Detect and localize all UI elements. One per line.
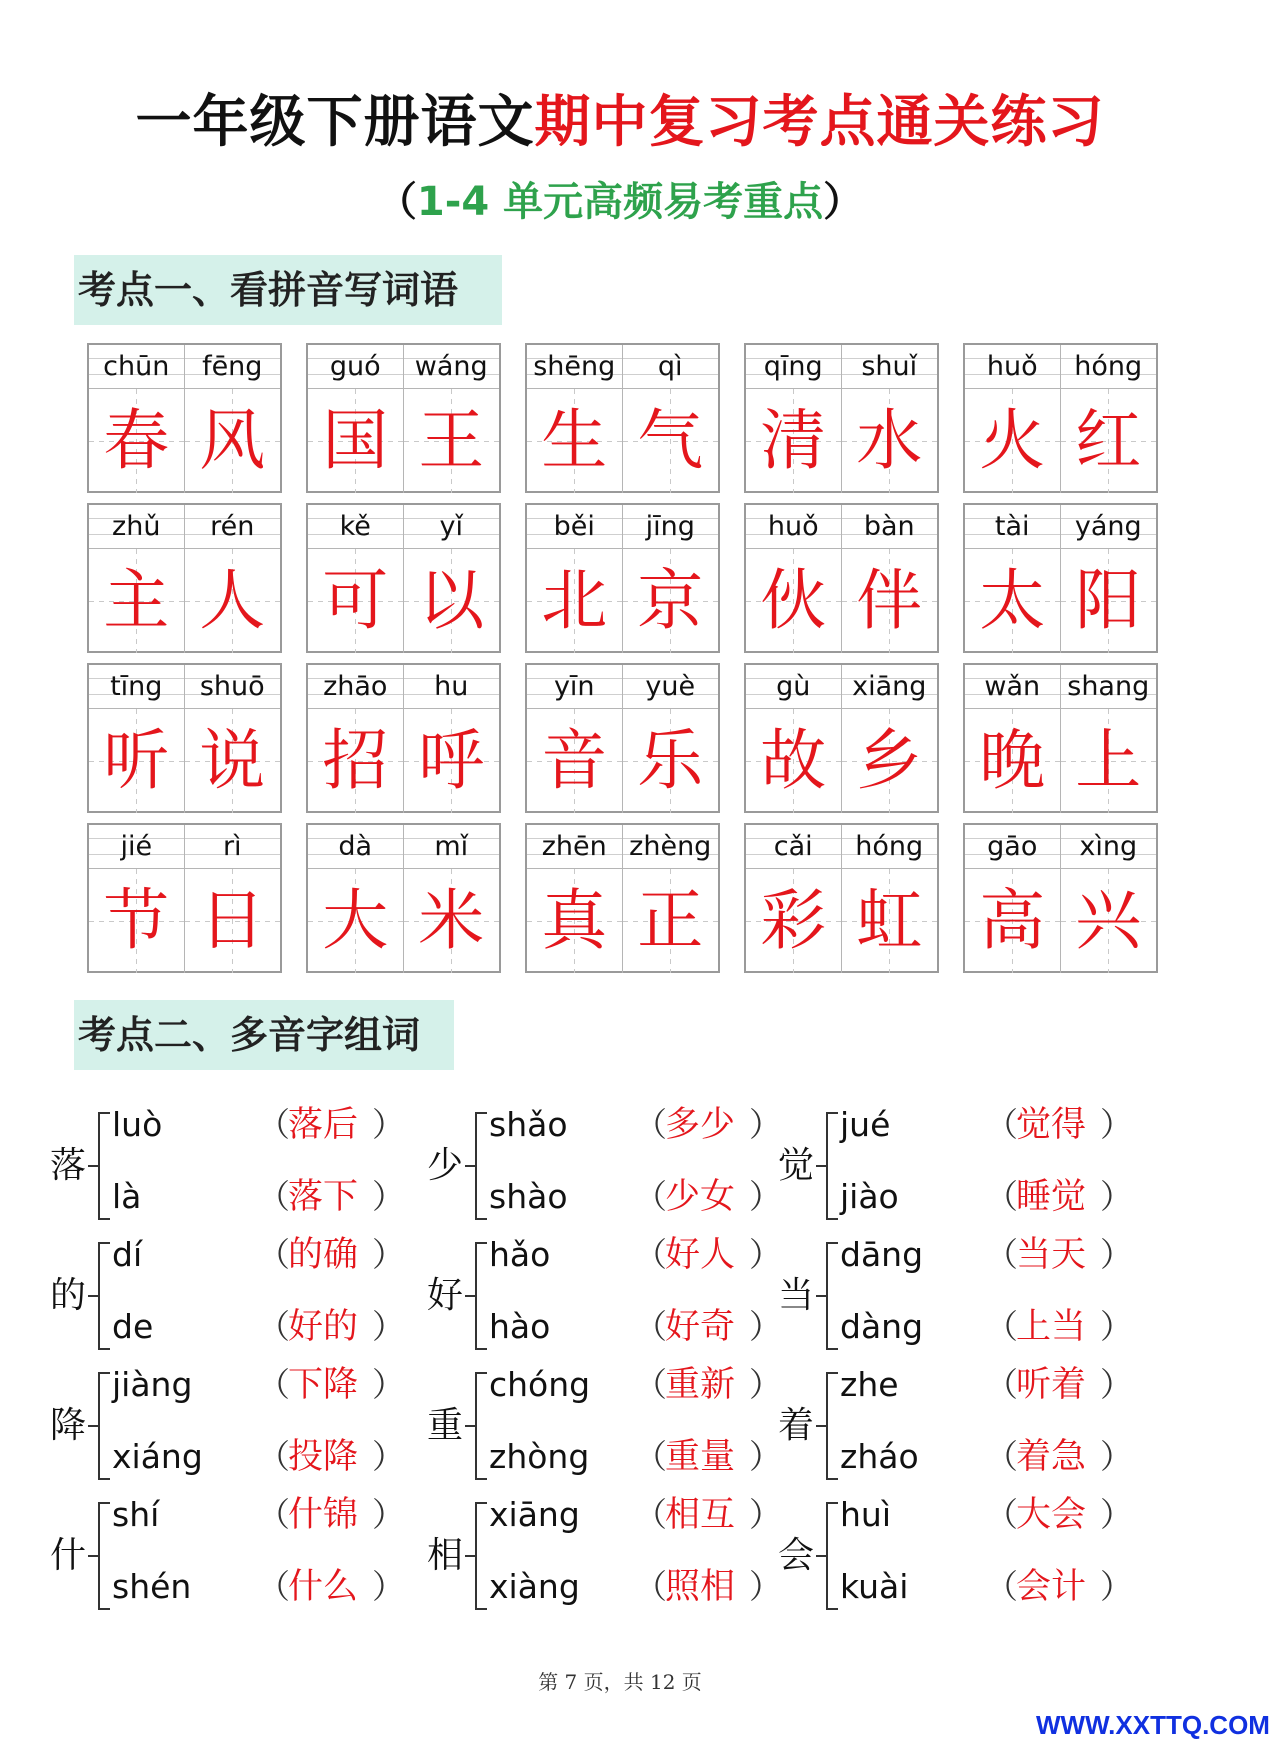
reading-pinyin: shén [112, 1567, 192, 1606]
reading-word: 投降 [288, 1437, 359, 1477]
reading-pinyin: jiào [840, 1177, 899, 1216]
hanzi-cell: 虹 [842, 869, 938, 973]
paren-close: ） [372, 1365, 405, 1404]
reading-pinyin: xiāng [489, 1495, 580, 1534]
pinyin-cell: wǎn [965, 665, 1061, 709]
title-part2: 期中复习考点通关练习 [534, 90, 1105, 155]
paren-open: （ [985, 1365, 1018, 1404]
word-box [306, 503, 501, 653]
reading-word: 落下 [288, 1177, 359, 1217]
reading-pinyin: jué [840, 1105, 891, 1144]
hanzi-cell: 水 [842, 389, 938, 493]
paren-close: ） [1100, 1567, 1133, 1606]
hanzi-cell: 音 [527, 709, 623, 813]
reading-pinyin: xiàng [489, 1567, 580, 1606]
reading-pinyin: hǎo [489, 1235, 551, 1274]
paren-open: （ [985, 1567, 1018, 1606]
reading-line [489, 1360, 789, 1410]
reading-word: 着急 [1016, 1437, 1087, 1477]
paren-close: ） [1100, 1235, 1133, 1274]
word-box [87, 663, 282, 813]
word-box [963, 663, 1158, 813]
reading-word: 好人 [665, 1235, 736, 1275]
polyphone-char: 着 [778, 1405, 815, 1446]
polyphone-group [778, 1360, 1138, 1505]
subtitle-close: ） [823, 179, 864, 225]
paren-open: （ [985, 1307, 1018, 1346]
reading-line [489, 1490, 789, 1540]
brace [98, 1372, 110, 1480]
paren-close: ） [372, 1105, 405, 1144]
hanzi-cell: 伴 [842, 549, 938, 653]
title-part1: 一年级下册语文 [135, 90, 535, 155]
word-box [306, 343, 501, 493]
subtitle-range: 1-4 单元高频易考重点 [416, 179, 824, 225]
polyphone-list [50, 1100, 1200, 1660]
pinyin-cell: xìng [1061, 825, 1157, 869]
pinyin-cell: shuǐ [842, 345, 938, 389]
hanzi-cell: 高 [965, 869, 1061, 973]
word-box [744, 503, 939, 653]
polyphone-char: 相 [427, 1535, 464, 1576]
paren-open: （ [257, 1105, 290, 1144]
brace-tick [88, 1555, 98, 1557]
paren-open: （ [257, 1437, 290, 1476]
brace [475, 1242, 487, 1350]
reading-line [840, 1302, 1140, 1352]
brace-tick [816, 1295, 826, 1297]
polyphone-group [778, 1230, 1138, 1375]
word-box [525, 663, 720, 813]
pinyin-cell: rì [185, 825, 281, 869]
pinyin-cell: cǎi [746, 825, 842, 869]
subtitle-open: （ [376, 179, 417, 225]
reading-word: 大会 [1016, 1495, 1087, 1535]
hanzi-cell: 日 [185, 869, 281, 973]
paren-close: ） [749, 1437, 782, 1476]
pinyin-cell: hóng [842, 825, 938, 869]
reading-pinyin: zhe [840, 1365, 899, 1404]
pinyin-cell: shēng [527, 345, 623, 389]
reading-line [112, 1432, 412, 1482]
paren-close: ） [372, 1567, 405, 1606]
reading-word: 照相 [665, 1567, 736, 1607]
reading-word: 好的 [288, 1307, 359, 1347]
hanzi-cell: 气 [623, 389, 719, 493]
pinyin-cell: shang [1061, 665, 1157, 709]
reading-line [112, 1562, 412, 1612]
polyphone-group [50, 1100, 410, 1245]
pinyin-cell: fēng [185, 345, 281, 389]
reading-word: 下降 [288, 1365, 359, 1405]
paren-open: （ [985, 1105, 1018, 1144]
pinyin-cell: jīng [623, 505, 719, 549]
paren-close: ） [372, 1307, 405, 1346]
hanzi-cell: 节 [89, 869, 185, 973]
brace-tick [88, 1165, 98, 1167]
pinyin-cell: zhèng [623, 825, 719, 869]
pinyin-cell: hu [404, 665, 500, 709]
reading-pinyin: là [112, 1177, 142, 1216]
reading-word: 多少 [665, 1105, 736, 1145]
word-box [963, 503, 1158, 653]
paren-close: ） [372, 1495, 405, 1534]
reading-word: 相互 [665, 1495, 736, 1535]
reading-line [489, 1432, 789, 1482]
pinyin-cell: zhēn [527, 825, 623, 869]
polyphone-group [50, 1230, 410, 1375]
reading-word: 睡觉 [1016, 1177, 1087, 1217]
pinyin-cell: yǐ [404, 505, 500, 549]
hanzi-cell: 清 [746, 389, 842, 493]
reading-line [489, 1100, 789, 1150]
reading-pinyin: zhòng [489, 1437, 590, 1476]
hanzi-cell: 乐 [623, 709, 719, 813]
paren-close: ） [749, 1105, 782, 1144]
paren-open: （ [634, 1437, 667, 1476]
hanzi-cell: 米 [404, 869, 500, 973]
brace [98, 1112, 110, 1220]
paren-close: ） [1100, 1365, 1133, 1404]
pinyin-cell: jié [89, 825, 185, 869]
hanzi-cell: 呼 [404, 709, 500, 813]
paren-open: （ [985, 1495, 1018, 1534]
paren-close: ） [372, 1177, 405, 1216]
paren-close: ） [1100, 1105, 1133, 1144]
word-box [744, 663, 939, 813]
hanzi-cell: 风 [185, 389, 281, 493]
reading-pinyin: de [112, 1307, 154, 1346]
pinyin-cell: qì [623, 345, 719, 389]
reading-word: 什么 [288, 1567, 359, 1607]
brace-tick [88, 1425, 98, 1427]
paren-open: （ [257, 1495, 290, 1534]
paren-open: （ [634, 1307, 667, 1346]
polyphone-char: 会 [778, 1535, 815, 1576]
brace [826, 1242, 838, 1350]
paren-close: ） [1100, 1495, 1133, 1534]
polyphone-char: 觉 [778, 1145, 815, 1186]
reading-line [112, 1172, 412, 1222]
hanzi-cell: 红 [1061, 389, 1157, 493]
reading-word: 什锦 [288, 1495, 359, 1535]
pinyin-cell: qīng [746, 345, 842, 389]
reading-pinyin: xiáng [112, 1437, 203, 1476]
polyphone-char: 落 [50, 1145, 87, 1186]
polyphone-char: 的 [50, 1275, 87, 1316]
pinyin-cell: huǒ [965, 345, 1061, 389]
pinyin-cell: yīn [527, 665, 623, 709]
reading-pinyin: chóng [489, 1365, 591, 1404]
hanzi-cell: 彩 [746, 869, 842, 973]
pinyin-cell: dà [308, 825, 404, 869]
reading-word: 上当 [1016, 1307, 1087, 1347]
hanzi-cell: 乡 [842, 709, 938, 813]
paren-open: （ [634, 1235, 667, 1274]
reading-word: 落后 [288, 1105, 359, 1145]
reading-line [112, 1100, 412, 1150]
pinyin-cell: gù [746, 665, 842, 709]
paren-close: ） [749, 1495, 782, 1534]
reading-pinyin: luò [112, 1105, 163, 1144]
reading-line [489, 1302, 789, 1352]
hanzi-cell: 招 [308, 709, 404, 813]
pinyin-cell: tīng [89, 665, 185, 709]
hanzi-cell: 真 [527, 869, 623, 973]
pinyin-cell: gāo [965, 825, 1061, 869]
reading-line [840, 1230, 1140, 1280]
reading-pinyin: shí [112, 1495, 160, 1534]
reading-line [840, 1100, 1140, 1150]
hanzi-cell: 故 [746, 709, 842, 813]
reading-line [112, 1360, 412, 1410]
reading-line [489, 1172, 789, 1222]
hanzi-cell: 以 [404, 549, 500, 653]
hanzi-cell: 主 [89, 549, 185, 653]
hanzi-cell: 生 [527, 389, 623, 493]
paren-close: ） [372, 1235, 405, 1274]
reading-word: 会计 [1016, 1567, 1087, 1607]
word-box [744, 823, 939, 973]
reading-pinyin: dí [112, 1235, 143, 1274]
watermark: WWW.XXTTQ.COM [1036, 1710, 1270, 1740]
page-title [0, 78, 1240, 158]
brace-tick [465, 1295, 475, 1297]
brace-tick [816, 1425, 826, 1427]
pinyin-cell: xiāng [842, 665, 938, 709]
pinyin-cell: huǒ [746, 505, 842, 549]
polyphone-group [50, 1360, 410, 1505]
hanzi-cell: 人 [185, 549, 281, 653]
reading-line [489, 1562, 789, 1612]
pinyin-cell: mǐ [404, 825, 500, 869]
brace [826, 1112, 838, 1220]
reading-line [489, 1230, 789, 1280]
polyphone-group [50, 1490, 410, 1635]
word-box [525, 503, 720, 653]
paren-close: ） [372, 1437, 405, 1476]
paren-open: （ [257, 1365, 290, 1404]
word-box [306, 663, 501, 813]
pinyin-cell: chūn [89, 345, 185, 389]
paren-close: ） [1100, 1307, 1133, 1346]
polyphone-group [778, 1490, 1138, 1635]
hanzi-cell: 上 [1061, 709, 1157, 813]
reading-line [112, 1302, 412, 1352]
paren-close: ） [749, 1365, 782, 1404]
polyphone-group [778, 1100, 1138, 1245]
reading-word: 少女 [665, 1177, 736, 1217]
paren-close: ） [749, 1177, 782, 1216]
word-box [87, 343, 282, 493]
brace [98, 1242, 110, 1350]
polyphone-group [427, 1490, 787, 1635]
reading-pinyin: dàng [840, 1307, 924, 1346]
brace-tick [465, 1555, 475, 1557]
hanzi-cell: 火 [965, 389, 1061, 493]
word-box [963, 343, 1158, 493]
reading-pinyin: kuài [840, 1567, 909, 1606]
paren-open: （ [257, 1235, 290, 1274]
reading-word: 听着 [1016, 1365, 1087, 1405]
reading-line [840, 1562, 1140, 1612]
polyphone-group [427, 1230, 787, 1375]
word-box [963, 823, 1158, 973]
polyphone-char: 什 [50, 1535, 87, 1576]
paren-close: ） [1100, 1437, 1133, 1476]
word-box [87, 503, 282, 653]
polyphone-char: 重 [427, 1405, 464, 1446]
paren-close: ） [1100, 1177, 1133, 1216]
reading-pinyin: dāng [840, 1235, 924, 1274]
pinyin-cell: hóng [1061, 345, 1157, 389]
paren-close: ） [749, 1235, 782, 1274]
pinyin-cell: bàn [842, 505, 938, 549]
polyphone-group [427, 1100, 787, 1245]
paren-open: （ [257, 1567, 290, 1606]
hanzi-cell: 正 [623, 869, 719, 973]
reading-line [840, 1360, 1140, 1410]
hanzi-cell: 兴 [1061, 869, 1157, 973]
section2-heading: 考点二、多音字组词 [74, 1000, 454, 1070]
reading-pinyin: hào [489, 1307, 551, 1346]
reading-line [840, 1172, 1140, 1222]
pinyin-cell: wáng [404, 345, 500, 389]
word-box [87, 823, 282, 973]
hanzi-cell: 太 [965, 549, 1061, 653]
word-box [525, 823, 720, 973]
brace [475, 1372, 487, 1480]
hanzi-cell: 阳 [1061, 549, 1157, 653]
reading-pinyin: zháo [840, 1437, 919, 1476]
paren-close: ） [749, 1567, 782, 1606]
pinyin-cell: shuō [185, 665, 281, 709]
polyphone-char: 好 [427, 1275, 464, 1316]
pinyin-cell: kě [308, 505, 404, 549]
word-box [744, 343, 939, 493]
hanzi-cell: 听 [89, 709, 185, 813]
brace [826, 1502, 838, 1610]
polyphone-char: 当 [778, 1275, 815, 1316]
reading-pinyin: jiàng [112, 1365, 193, 1404]
pinyin-cell: yáng [1061, 505, 1157, 549]
reading-word: 觉得 [1016, 1105, 1087, 1145]
paren-open: （ [634, 1177, 667, 1216]
reading-line [112, 1230, 412, 1280]
hanzi-cell: 春 [89, 389, 185, 493]
brace [826, 1372, 838, 1480]
paren-open: （ [634, 1105, 667, 1144]
reading-word: 的确 [288, 1235, 359, 1275]
brace-tick [88, 1295, 98, 1297]
pinyin-cell: tài [965, 505, 1061, 549]
hanzi-cell: 北 [527, 549, 623, 653]
reading-word: 当天 [1016, 1235, 1087, 1275]
pinyin-cell: guó [308, 345, 404, 389]
brace-tick [465, 1425, 475, 1427]
brace-tick [816, 1555, 826, 1557]
reading-line [840, 1432, 1140, 1482]
paren-open: （ [634, 1567, 667, 1606]
brace [475, 1502, 487, 1610]
hanzi-cell: 国 [308, 389, 404, 493]
page-subtitle [0, 170, 1240, 227]
reading-pinyin: shǎo [489, 1105, 568, 1144]
reading-pinyin: shào [489, 1177, 568, 1216]
brace [98, 1502, 110, 1610]
polyphone-char: 少 [427, 1145, 464, 1186]
hanzi-cell: 京 [623, 549, 719, 653]
paren-open: （ [257, 1307, 290, 1346]
reading-word: 重量 [665, 1437, 736, 1477]
reading-line [840, 1490, 1140, 1540]
paren-open: （ [257, 1177, 290, 1216]
page-footer: 第 7 页，共 12 页 [538, 1670, 702, 1694]
pinyin-cell: rén [185, 505, 281, 549]
section1-heading: 考点一、看拼音写词语 [74, 255, 502, 325]
word-box [525, 343, 720, 493]
polyphone-char: 降 [50, 1405, 87, 1446]
brace-tick [465, 1165, 475, 1167]
polyphone-group [427, 1360, 787, 1505]
brace [475, 1112, 487, 1220]
hanzi-cell: 大 [308, 869, 404, 973]
paren-open: （ [985, 1235, 1018, 1274]
paren-open: （ [634, 1495, 667, 1534]
paren-open: （ [634, 1365, 667, 1404]
hanzi-cell: 伙 [746, 549, 842, 653]
brace-tick [816, 1165, 826, 1167]
pinyin-word-grid [87, 343, 1167, 973]
pinyin-cell: zhǔ [89, 505, 185, 549]
hanzi-cell: 王 [404, 389, 500, 493]
paren-open: （ [985, 1177, 1018, 1216]
pinyin-cell: zhāo [308, 665, 404, 709]
hanzi-cell: 可 [308, 549, 404, 653]
reading-pinyin: huì [840, 1495, 891, 1534]
pinyin-cell: běi [527, 505, 623, 549]
reading-word: 好奇 [665, 1307, 736, 1347]
reading-line [112, 1490, 412, 1540]
paren-open: （ [985, 1437, 1018, 1476]
reading-word: 重新 [665, 1365, 736, 1405]
hanzi-cell: 晚 [965, 709, 1061, 813]
word-box [306, 823, 501, 973]
pinyin-cell: yuè [623, 665, 719, 709]
hanzi-cell: 说 [185, 709, 281, 813]
paren-close: ） [749, 1307, 782, 1346]
